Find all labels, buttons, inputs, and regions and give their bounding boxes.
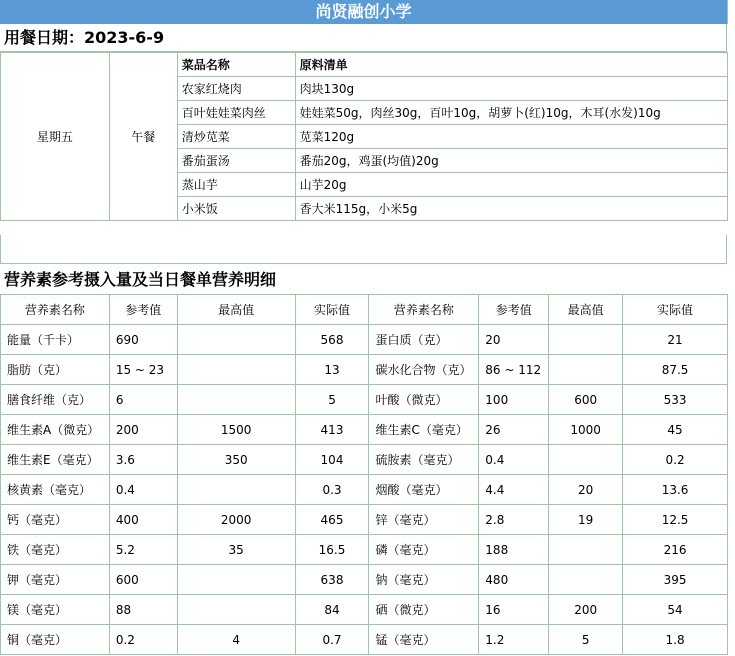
nutrient-name: 硒（微克） bbox=[369, 595, 479, 625]
nutrition-row bbox=[1, 475, 728, 505]
nutrient-value bbox=[549, 565, 623, 595]
nutrient-value: 16 bbox=[479, 595, 549, 625]
nutrient-value: 5 bbox=[295, 385, 369, 415]
nutrient-value: 2.8 bbox=[479, 505, 549, 535]
nutrient-value: 533 bbox=[623, 385, 728, 415]
nutrient-name: 铁（毫克） bbox=[1, 535, 110, 565]
nutrient-value bbox=[177, 385, 295, 415]
nutrient-value: 100 bbox=[479, 385, 549, 415]
nutrient-value: 20 bbox=[549, 475, 623, 505]
dish-ingredients: 肉块130g bbox=[295, 77, 727, 101]
nutrient-name: 维生素C（毫克） bbox=[369, 415, 479, 445]
nutrition-row bbox=[1, 385, 728, 415]
nutrient-name: 脂肪（克） bbox=[1, 355, 110, 385]
nutrition-row bbox=[1, 595, 728, 625]
nutrient-value: 4 bbox=[177, 625, 295, 655]
nutrition-column-header: 最高值 bbox=[549, 295, 623, 325]
nutrition-row bbox=[1, 535, 728, 565]
dish-name: 小米饭 bbox=[177, 197, 295, 221]
nutrient-name: 镁（毫克） bbox=[1, 595, 110, 625]
nutrient-value: 15 ~ 23 bbox=[109, 355, 177, 385]
nutrient-name: 磷（毫克） bbox=[369, 535, 479, 565]
nutrient-name: 维生素A（微克） bbox=[1, 415, 110, 445]
nutrition-section-title: 营养素参考摄入量及当日餐单营养明细 bbox=[4, 270, 277, 289]
nutrient-value: 104 bbox=[295, 445, 369, 475]
nutrient-value: 0.4 bbox=[109, 475, 177, 505]
nutrient-value: 19 bbox=[549, 505, 623, 535]
nutrient-value: 88 bbox=[109, 595, 177, 625]
nutrient-value: 13 bbox=[295, 355, 369, 385]
nutrient-value: 1.8 bbox=[623, 625, 728, 655]
nutrient-value: 2000 bbox=[177, 505, 295, 535]
meal-cell: 午餐 bbox=[109, 53, 177, 221]
nutrient-value: 86 ~ 112 bbox=[479, 355, 549, 385]
nutrient-name: 维生素E（毫克） bbox=[1, 445, 110, 475]
dish-ingredients: 娃娃菜50g，肉丝30g，百叶10g，胡萝卜(红)10g，木耳(水发)10g bbox=[295, 101, 727, 125]
nutrition-table bbox=[0, 294, 728, 655]
nutrient-value: 87.5 bbox=[623, 355, 728, 385]
nutrient-name: 硫胺素（毫克） bbox=[369, 445, 479, 475]
nutrient-name: 钾（毫克） bbox=[1, 565, 110, 595]
nutrient-value: 16.5 bbox=[295, 535, 369, 565]
nutrient-value: 26 bbox=[479, 415, 549, 445]
nutrient-value bbox=[177, 595, 295, 625]
nutrient-value: 5 bbox=[549, 625, 623, 655]
nutrient-value: 20 bbox=[479, 325, 549, 355]
nutrition-row bbox=[1, 625, 728, 655]
nutrient-value: 480 bbox=[479, 565, 549, 595]
nutrition-column-header: 最高值 bbox=[177, 295, 295, 325]
nutrient-value: 54 bbox=[623, 595, 728, 625]
nutrition-row bbox=[1, 445, 728, 475]
nutrient-name: 钙（毫克） bbox=[1, 505, 110, 535]
dish-ingredients: 苋菜120g bbox=[295, 125, 727, 149]
nutrient-value: 413 bbox=[295, 415, 369, 445]
nutrient-value bbox=[177, 355, 295, 385]
nutrient-value: 0.3 bbox=[295, 475, 369, 505]
nutrient-value bbox=[549, 535, 623, 565]
nutrition-column-header: 参考值 bbox=[479, 295, 549, 325]
nutrient-name: 锰（毫克） bbox=[369, 625, 479, 655]
nutrient-value: 1000 bbox=[549, 415, 623, 445]
nutrient-value bbox=[549, 325, 623, 355]
nutrient-value: 465 bbox=[295, 505, 369, 535]
nutrient-name: 核黄素（毫克） bbox=[1, 475, 110, 505]
nutrient-name: 烟酸（毫克） bbox=[369, 475, 479, 505]
menu-table bbox=[0, 52, 728, 221]
nutrition-row bbox=[1, 505, 728, 535]
nutrient-value: 21 bbox=[623, 325, 728, 355]
dish-ingredients: 香大米115g，小米5g bbox=[295, 197, 727, 221]
nutrition-row bbox=[1, 565, 728, 595]
nutrient-value: 0.2 bbox=[623, 445, 728, 475]
nutrient-value: 216 bbox=[623, 535, 728, 565]
dish-name: 番茄蛋汤 bbox=[177, 149, 295, 173]
dish-name: 清炒苋菜 bbox=[177, 125, 295, 149]
nutrient-value: 395 bbox=[623, 565, 728, 595]
dish-header: 菜品名称 bbox=[177, 53, 295, 77]
nutrient-value: 690 bbox=[109, 325, 177, 355]
nutrient-value bbox=[549, 445, 623, 475]
nutrient-value: 400 bbox=[109, 505, 177, 535]
nutrient-value: 3.6 bbox=[109, 445, 177, 475]
nutrient-value bbox=[549, 355, 623, 385]
dish-ingredients: 山芋20g bbox=[295, 173, 727, 197]
nutrient-value: 6 bbox=[109, 385, 177, 415]
nutrient-value bbox=[177, 325, 295, 355]
dish-name: 百叶娃娃菜肉丝 bbox=[177, 101, 295, 125]
nutrient-value: 84 bbox=[295, 595, 369, 625]
nutrition-row bbox=[1, 355, 728, 385]
nutrient-value: 13.6 bbox=[623, 475, 728, 505]
nutrient-value: 45 bbox=[623, 415, 728, 445]
nutrient-name: 能量（千卡） bbox=[1, 325, 110, 355]
nutrition-column-header: 参考值 bbox=[109, 295, 177, 325]
nutrient-name: 叶酸（微克） bbox=[369, 385, 479, 415]
nutrient-value: 12.5 bbox=[623, 505, 728, 535]
nutrient-value: 600 bbox=[109, 565, 177, 595]
nutrient-value bbox=[177, 475, 295, 505]
ingredients-header: 原料清单 bbox=[295, 53, 727, 77]
nutrient-value: 1500 bbox=[177, 415, 295, 445]
nutrition-row bbox=[1, 325, 728, 355]
nutrient-value: 0.7 bbox=[295, 625, 369, 655]
school-title: 尚贤融创小学 bbox=[0, 0, 728, 24]
nutrient-value: 35 bbox=[177, 535, 295, 565]
nutrition-column-header: 实际值 bbox=[295, 295, 369, 325]
day-cell: 星期五 bbox=[1, 53, 110, 221]
nutrient-value bbox=[177, 565, 295, 595]
nutrient-value: 5.2 bbox=[109, 535, 177, 565]
nutrient-name: 钠（毫克） bbox=[369, 565, 479, 595]
nutrient-value: 200 bbox=[109, 415, 177, 445]
nutrient-value: 4.4 bbox=[479, 475, 549, 505]
dish-name: 蒸山芋 bbox=[177, 173, 295, 197]
dish-name: 农家红烧肉 bbox=[177, 77, 295, 101]
nutrition-header-row bbox=[1, 295, 728, 325]
meal-date: 用餐日期：2023-6-9 bbox=[0, 24, 727, 52]
nutrient-value: 1.2 bbox=[479, 625, 549, 655]
nutrient-value: 0.4 bbox=[479, 445, 549, 475]
nutrient-value: 600 bbox=[549, 385, 623, 415]
nutrient-value: 188 bbox=[479, 535, 549, 565]
nutrition-column-header: 实际值 bbox=[623, 295, 728, 325]
nutrient-value: 0.2 bbox=[109, 625, 177, 655]
nutrition-column-header: 营养素名称 bbox=[369, 295, 479, 325]
nutrient-value: 568 bbox=[295, 325, 369, 355]
nutrient-value: 350 bbox=[177, 445, 295, 475]
nutrient-value: 200 bbox=[549, 595, 623, 625]
nutrient-name: 蛋白质（克） bbox=[369, 325, 479, 355]
nutrient-name: 锌（毫克） bbox=[369, 505, 479, 535]
nutrient-name: 铜（毫克） bbox=[1, 625, 110, 655]
nutrient-name: 碳水化合物（克） bbox=[369, 355, 479, 385]
nutrition-row bbox=[1, 415, 728, 445]
dish-ingredients: 番茄20g，鸡蛋(均值)20g bbox=[295, 149, 727, 173]
nutrition-column-header: 营养素名称 bbox=[1, 295, 110, 325]
nutrient-value: 638 bbox=[295, 565, 369, 595]
spacer-row bbox=[0, 235, 727, 264]
menu-header-row bbox=[1, 53, 728, 77]
nutrient-name: 膳食纤维（克） bbox=[1, 385, 110, 415]
